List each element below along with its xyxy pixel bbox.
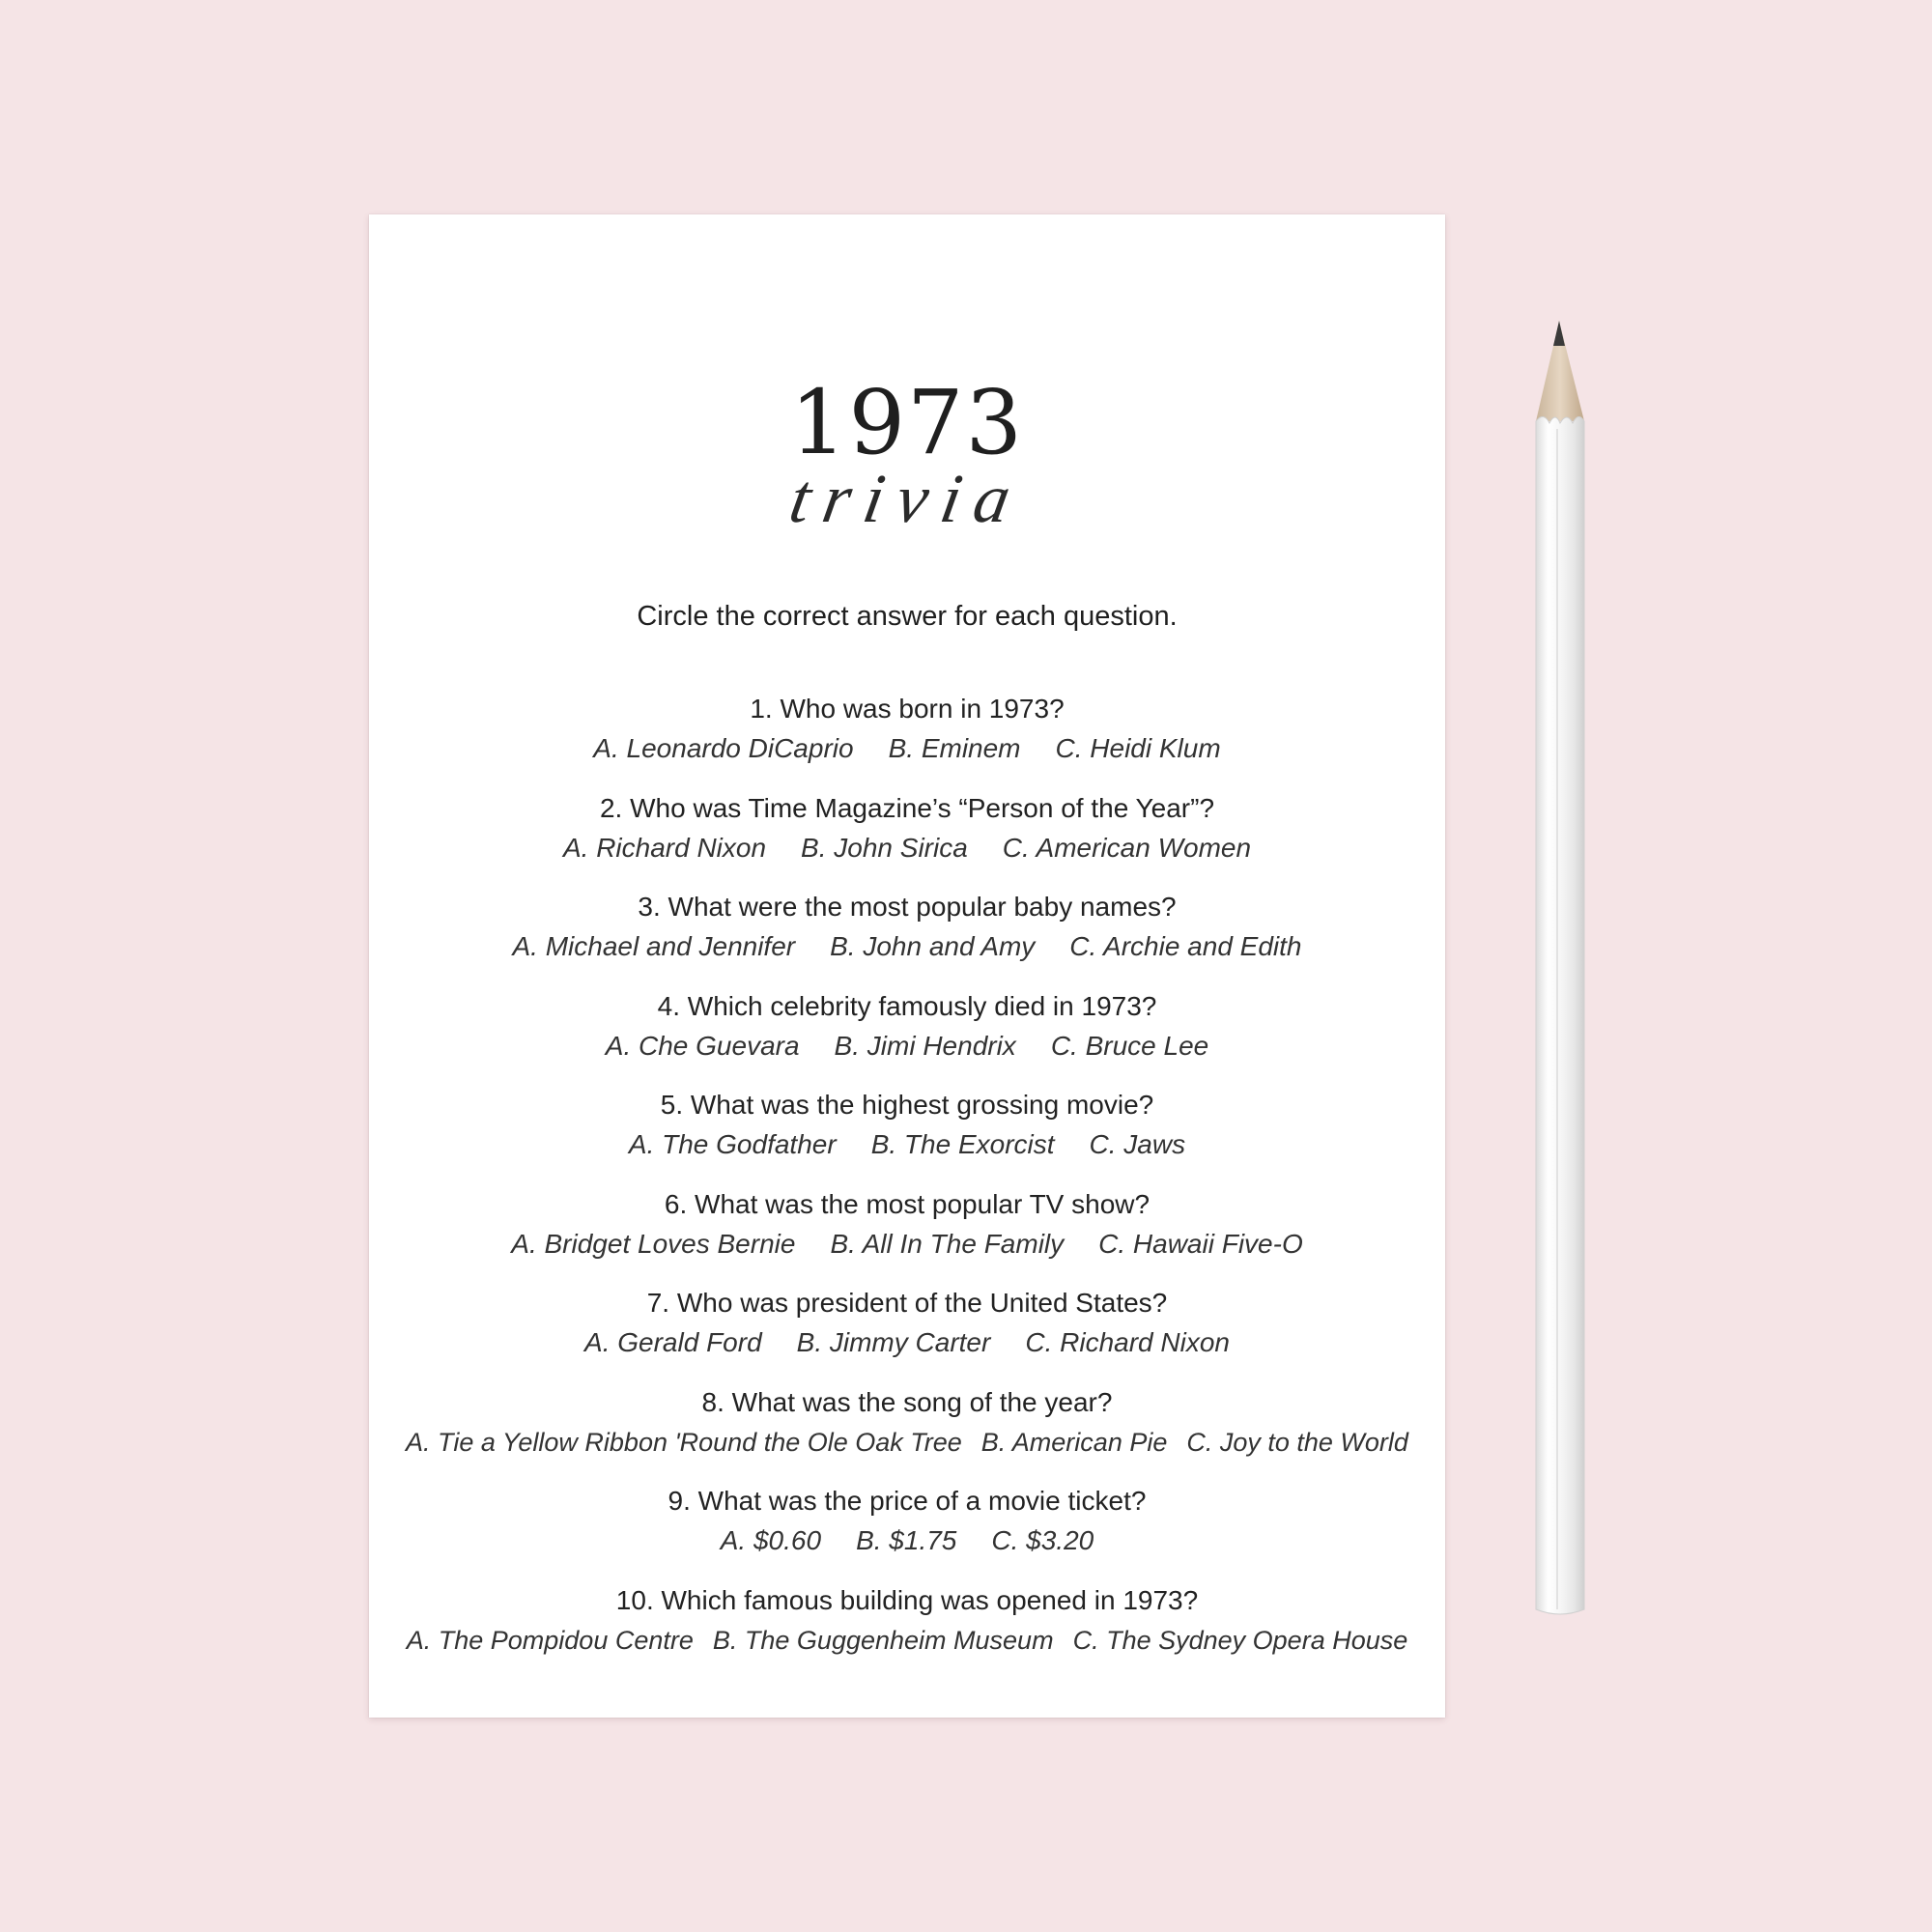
- answer-options: [369, 1520, 1445, 1561]
- answer-option-b[interactable]: B. The Exorcist: [870, 1129, 1055, 1159]
- answer-option-a[interactable]: A. The Godfather: [628, 1129, 837, 1159]
- question-item: [369, 1581, 1445, 1681]
- answer-option-c[interactable]: C. Jaws: [1089, 1129, 1186, 1159]
- answer-option-b[interactable]: B. John and Amy: [830, 931, 1036, 961]
- trivia-card: [369, 214, 1445, 1718]
- question-text: 1. Who was born in 1973?: [750, 694, 1065, 724]
- answer-option-a[interactable]: A. Bridget Loves Bernie: [511, 1228, 796, 1259]
- answer-options: [369, 1026, 1445, 1066]
- question-item: [369, 888, 1445, 987]
- answer-option-a[interactable]: A. Leonardo DiCaprio: [593, 733, 854, 763]
- pencil-image: [1526, 315, 1596, 1619]
- answer-option-c[interactable]: C. Richard Nixon: [1025, 1327, 1230, 1357]
- question-text: 5. What was the highest grossing movie?: [660, 1090, 1154, 1120]
- answer-options: [369, 728, 1445, 769]
- pencil-graphite: [1553, 321, 1565, 346]
- answer-option-a[interactable]: A. $0.60: [720, 1525, 822, 1555]
- question-list: [369, 690, 1445, 1680]
- question-text: 6. What was the most popular TV show?: [664, 1188, 1151, 1219]
- question-item: [369, 1086, 1445, 1185]
- answer-option-b[interactable]: B. Eminem: [888, 733, 1021, 763]
- question-text: 3. What were the most popular baby names?: [638, 892, 1177, 922]
- question-text: 9. What was the price of a movie ticket?: [668, 1486, 1147, 1516]
- answer-option-a[interactable]: A. Che Guevara: [605, 1030, 800, 1061]
- answer-option-c[interactable]: C. Heidi Klum: [1055, 733, 1221, 763]
- answer-option-c[interactable]: C. Joy to the World: [1186, 1427, 1408, 1457]
- question-text: 4. Which celebrity famously died in 1973?: [657, 990, 1157, 1021]
- answer-options: [369, 926, 1445, 967]
- answer-options: [369, 1322, 1445, 1363]
- answer-option-b[interactable]: B. The Guggenheim Museum: [712, 1625, 1054, 1655]
- answer-option-b[interactable]: B. $1.75: [856, 1525, 957, 1555]
- answer-option-a[interactable]: A. The Pompidou Centre: [406, 1625, 694, 1655]
- title-year: 1973: [789, 371, 1025, 474]
- question-item: [369, 987, 1445, 1087]
- title-script: trivia: [783, 460, 1031, 537]
- question-text: 10. Which famous building was opened in 1973?: [615, 1584, 1199, 1615]
- answer-option-a[interactable]: A. Gerald Ford: [584, 1327, 762, 1357]
- question-text: 2. Who was Time Magazine’s “Person of the Year”?: [599, 792, 1215, 823]
- answer-options: [369, 1422, 1445, 1463]
- question-item: [369, 1383, 1445, 1483]
- answer-option-a[interactable]: A. Michael and Jennifer: [512, 931, 796, 961]
- answer-options: [369, 828, 1445, 868]
- question-item: [369, 1482, 1445, 1581]
- question-text: 7. Who was president of the United States?: [646, 1288, 1168, 1318]
- answer-option-c[interactable]: C. The Sydney Opera House: [1072, 1625, 1408, 1655]
- answer-option-b[interactable]: B. Jimmy Carter: [796, 1327, 991, 1357]
- answer-option-a[interactable]: A. Richard Nixon: [562, 832, 767, 863]
- question-item: [369, 690, 1445, 789]
- answer-option-c[interactable]: C. $3.20: [991, 1525, 1094, 1555]
- answer-option-a[interactable]: A. Tie a Yellow Ribbon 'Round the Ole Oak Tree: [406, 1427, 962, 1457]
- question-text: 8. What was the song of the year?: [701, 1386, 1113, 1417]
- instruction-text: Circle the correct answer for each question.: [637, 601, 1178, 632]
- question-item: [369, 1185, 1445, 1285]
- question-item: [369, 1284, 1445, 1383]
- answer-option-b[interactable]: B. John Sirica: [801, 832, 968, 863]
- question-item: [369, 789, 1445, 889]
- answer-option-c[interactable]: C. American Women: [1002, 832, 1252, 863]
- answer-options: [369, 1124, 1445, 1165]
- answer-option-c[interactable]: C. Bruce Lee: [1050, 1030, 1209, 1061]
- answer-option-b[interactable]: B. Jimi Hendrix: [834, 1030, 1016, 1061]
- answer-option-c[interactable]: C. Archie and Edith: [1069, 931, 1302, 961]
- answer-option-c[interactable]: C. Hawaii Five-O: [1098, 1228, 1303, 1259]
- answer-options: [369, 1224, 1445, 1264]
- pencil-body: [1536, 416, 1584, 1614]
- answer-options: [369, 1620, 1445, 1661]
- answer-option-b[interactable]: B. American Pie: [980, 1427, 1168, 1457]
- answer-option-b[interactable]: B. All In The Family: [830, 1228, 1065, 1259]
